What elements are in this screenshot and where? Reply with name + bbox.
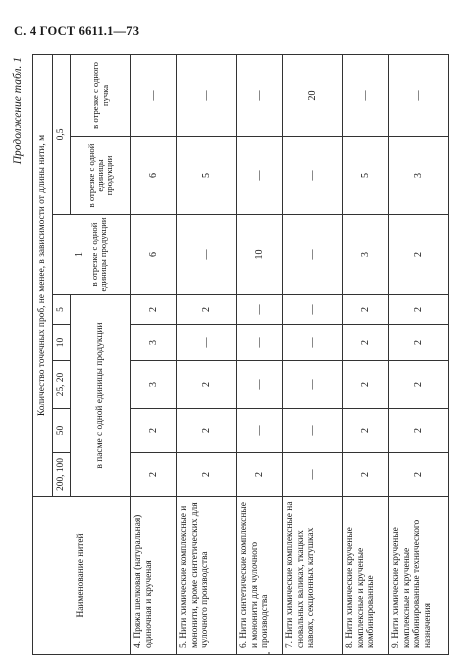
row-thread-name: 6. Нити синтетические комплексные и мононити для чулочного производства — [237, 497, 283, 655]
row-value: 2 — [389, 295, 449, 325]
row-value: 2 — [131, 453, 177, 497]
row-value: 2 — [131, 295, 177, 325]
row-value: 2 — [389, 409, 449, 453]
header-len-1-sub: в отрезке с одной единицы продукции — [88, 217, 108, 292]
table-row — [343, 54, 389, 654]
row-value: 2 — [343, 409, 389, 453]
row-value: 2 — [177, 361, 237, 409]
row-value: — — [389, 54, 449, 136]
row-value: — — [237, 325, 283, 361]
data-table — [32, 54, 449, 655]
row-value: — — [177, 215, 237, 295]
row-thread-name: 8. Нити химические крученые комплексные и крученые комбинированные — [343, 497, 389, 655]
row-value: — — [237, 137, 283, 215]
row-value: — — [283, 137, 343, 215]
row-value: — — [283, 409, 343, 453]
row-value: 20 — [283, 54, 343, 136]
row-value: — — [283, 295, 343, 325]
row-value: 6 — [131, 137, 177, 215]
row-value: 2 — [177, 295, 237, 325]
header-05-bundle: в отрезке с одного пучка — [71, 54, 131, 136]
scan-dot — [268, 652, 270, 654]
header-len-1 — [53, 215, 131, 295]
table-row — [283, 54, 343, 654]
row-value: 2 — [343, 361, 389, 409]
header-thread-name: Наименование нитей — [33, 497, 131, 655]
table-row — [177, 54, 237, 654]
rotated-table-block — [12, 55, 433, 655]
header-len-50: 50 — [53, 409, 71, 453]
row-value: 2 — [177, 453, 237, 497]
row-value: 2 — [177, 409, 237, 453]
header-len-10: 10 — [53, 325, 71, 361]
row-value: 2 — [389, 361, 449, 409]
header-batch: в пасме с одной единицы продукции — [71, 295, 131, 497]
row-value: 6 — [131, 215, 177, 295]
row-value: — — [237, 54, 283, 136]
table-row — [237, 54, 283, 654]
row-value: — — [131, 54, 177, 136]
table-row — [131, 54, 177, 654]
row-value: — — [283, 325, 343, 361]
header-len-05: 0,5 — [53, 54, 71, 214]
row-value: — — [283, 215, 343, 295]
header-group: Количество точечных проб, не менее, в зависимости от длины нити, м — [33, 54, 53, 496]
row-value: 2 — [237, 453, 283, 497]
table-row — [389, 54, 449, 654]
row-thread-name: 9. Нити химические крученые комплексные и крученые комбинированные технического назначения — [389, 497, 449, 655]
row-value: 2 — [389, 325, 449, 361]
row-value: 2 — [343, 453, 389, 497]
row-value: — — [237, 361, 283, 409]
row-thread-name: 7. Нити химические комплексные на сновальных валиках, ткацких навоях, секционных катушках — [283, 497, 343, 655]
row-value: 5 — [177, 137, 237, 215]
row-value: 2 — [343, 295, 389, 325]
row-value: 3 — [389, 137, 449, 215]
row-value: 2 — [343, 325, 389, 361]
header-len-25: 25, 20 — [53, 361, 71, 409]
row-value: 3 — [343, 215, 389, 295]
row-value: — — [343, 54, 389, 136]
row-value: — — [283, 453, 343, 497]
page-header: С. 4 ГОСТ 6611.1—73 — [14, 24, 140, 38]
header-len-5: 5 — [53, 295, 71, 325]
row-value: — — [283, 361, 343, 409]
header-len-200: 200, 100 — [53, 453, 71, 497]
row-value: 2 — [131, 409, 177, 453]
row-value: 2 — [389, 453, 449, 497]
row-value: 2 — [389, 215, 449, 295]
continuation-title: Продолжение табл. 1 — [12, 57, 24, 165]
row-value: 3 — [131, 325, 177, 361]
header-05-unit: в отрезке с одной единицы продукции — [71, 137, 131, 215]
row-thread-name: 5. Нити химические комплексные и мононити, кроме синтетических для чулочного производства — [177, 497, 237, 655]
row-value: 3 — [131, 361, 177, 409]
row-value: — — [237, 295, 283, 325]
row-value: — — [177, 54, 237, 136]
row-thread-name: 4. Пряжа шелковая (натуральная) одиночная и крученая — [131, 497, 177, 655]
row-value: — — [237, 409, 283, 453]
row-value: 10 — [237, 215, 283, 295]
header-len-1-value: 1 — [74, 252, 86, 257]
row-value: 5 — [343, 137, 389, 215]
row-value: — — [177, 325, 237, 361]
